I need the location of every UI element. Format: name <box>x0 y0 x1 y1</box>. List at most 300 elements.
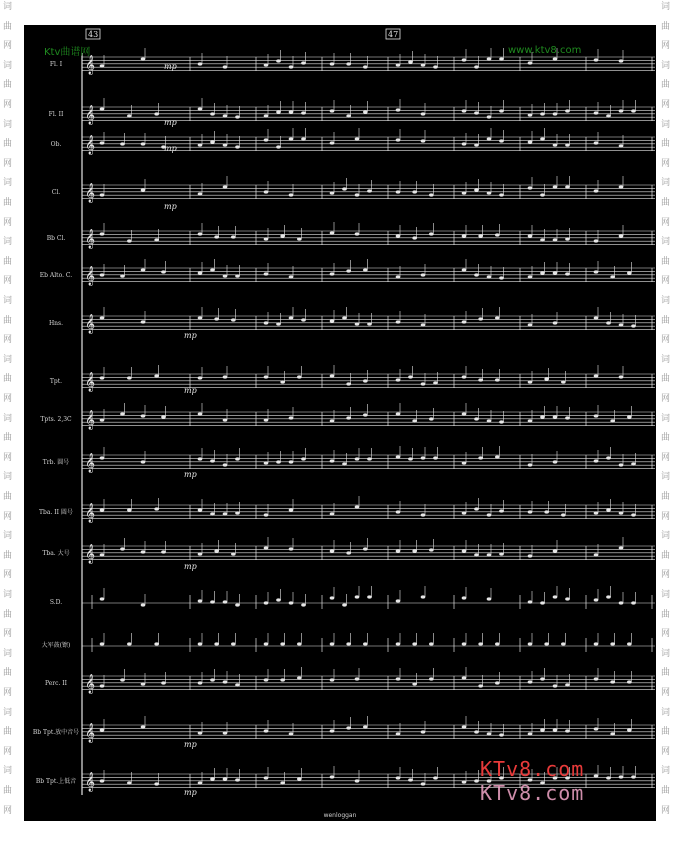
margin-glyph: 曲 <box>3 727 13 738</box>
note-head <box>367 189 372 192</box>
margin-glyph: 曲 <box>3 550 13 561</box>
note-head <box>594 189 599 192</box>
note-head <box>330 141 335 144</box>
note-head <box>264 114 269 117</box>
note-head <box>342 603 347 606</box>
note-head <box>553 321 558 324</box>
dynamic-marking: mp <box>164 202 177 211</box>
note-head <box>594 677 599 680</box>
note-head <box>606 508 611 511</box>
note-head <box>363 642 368 645</box>
note-head <box>610 419 615 422</box>
treble-clef: 𝄞 <box>85 410 96 430</box>
note-head <box>280 642 285 645</box>
note-head <box>235 115 240 118</box>
note-head <box>627 271 632 274</box>
note-head <box>363 547 368 550</box>
ktv-logo-reflection <box>480 781 584 805</box>
margin-glyph: 词 <box>661 707 671 718</box>
note-head <box>355 322 360 325</box>
note-head <box>462 191 467 194</box>
note-head <box>264 776 269 779</box>
note-head <box>231 552 236 555</box>
note-head <box>499 420 504 423</box>
note-head <box>528 234 533 237</box>
note-head <box>462 461 467 464</box>
treble-clef: 𝄞 <box>85 55 96 75</box>
note-head <box>540 728 545 731</box>
margin-glyph: 词 <box>661 119 671 130</box>
note-head <box>499 552 504 555</box>
note-head <box>330 191 335 194</box>
note-head <box>619 775 624 778</box>
margin-glyph: 词 <box>3 237 13 248</box>
note-head <box>619 323 624 326</box>
note-head <box>198 642 203 645</box>
note-head <box>198 412 203 415</box>
margin-glyph: 词 <box>3 472 13 483</box>
note-head <box>421 382 426 385</box>
note-head <box>346 114 351 117</box>
note-head <box>367 595 372 598</box>
note-head <box>346 382 351 385</box>
note-head <box>330 678 335 681</box>
note-head <box>363 725 368 728</box>
note-head <box>499 733 504 736</box>
note-head <box>363 65 368 68</box>
watermark-left: Ktv曲谱网 <box>44 47 91 58</box>
note-head <box>280 380 285 383</box>
note-head <box>421 730 426 733</box>
note-head <box>412 642 417 645</box>
note-head <box>528 323 533 326</box>
note-head <box>594 141 599 144</box>
note-head <box>330 459 335 462</box>
note-head <box>429 193 434 196</box>
margin-glyph: 词 <box>3 296 13 306</box>
margin-glyph: 网 <box>661 100 671 110</box>
margin-glyph: 词 <box>3 413 13 424</box>
note-head <box>198 681 203 684</box>
ktv-logo-text: KTv8.com <box>480 757 585 781</box>
instrument-label: Cl. <box>51 189 61 196</box>
note-head <box>330 231 335 234</box>
margin-glyph: 曲 <box>661 727 671 738</box>
note-head <box>355 779 360 782</box>
note-head <box>631 109 636 112</box>
note-head <box>412 190 417 193</box>
note-head <box>495 455 500 458</box>
note-head <box>264 237 269 240</box>
note-head <box>487 115 492 118</box>
note-head <box>264 678 269 681</box>
note-head <box>198 62 203 65</box>
margin-glyph: 网 <box>3 158 13 169</box>
margin-glyph: 词 <box>661 590 671 600</box>
note-head <box>342 187 347 190</box>
margin-glyph: 词 <box>661 531 671 542</box>
note-head <box>330 775 335 778</box>
note-head <box>214 549 219 552</box>
margin-glyph: 曲 <box>3 374 13 385</box>
margin-glyph: 网 <box>3 41 13 52</box>
note-head <box>619 511 624 514</box>
margin-glyph: 曲 <box>661 668 671 679</box>
note-head <box>631 601 636 604</box>
note-head <box>528 600 533 603</box>
margin-glyph: 词 <box>3 60 13 71</box>
note-head <box>528 419 533 422</box>
treble-clef: 𝄞 <box>85 229 96 249</box>
note-head <box>540 238 545 241</box>
margin-glyph: 曲 <box>3 139 13 150</box>
note-head <box>363 268 368 271</box>
note-head <box>408 60 413 63</box>
note-head <box>141 57 146 60</box>
margin-glyph: 网 <box>661 394 671 404</box>
note-head <box>289 193 294 196</box>
instrument-label: Fl. II <box>48 111 64 118</box>
note-head <box>487 191 492 194</box>
margin-glyph: 曲 <box>661 609 671 620</box>
note-head <box>301 111 306 114</box>
note-head <box>474 417 479 420</box>
note-head <box>462 142 467 145</box>
note-head <box>100 553 105 556</box>
note-head <box>264 63 269 66</box>
note-head <box>346 62 351 65</box>
note-head <box>495 233 500 236</box>
note-head <box>565 272 570 275</box>
note-head <box>264 601 269 604</box>
note-head <box>433 776 438 779</box>
note-head <box>330 374 335 377</box>
note-head <box>363 379 368 382</box>
note-head <box>100 273 105 276</box>
note-head <box>100 508 105 511</box>
note-head <box>631 324 636 327</box>
treble-clef: 𝄞 <box>85 772 96 792</box>
note-head <box>462 109 467 112</box>
note-head <box>553 185 558 188</box>
note-head <box>495 316 500 319</box>
note-head <box>289 732 294 735</box>
note-head <box>540 601 545 604</box>
note-head <box>610 642 615 645</box>
note-head <box>540 271 545 274</box>
note-head <box>276 145 281 148</box>
note-head <box>474 111 479 114</box>
note-head <box>487 553 492 556</box>
note-head <box>301 457 306 460</box>
note-head <box>235 511 240 514</box>
note-head <box>474 143 479 146</box>
note-head <box>264 461 269 464</box>
note-head <box>619 234 624 237</box>
margin-glyph: 词 <box>3 119 13 130</box>
note-head <box>474 65 479 68</box>
note-head <box>223 185 228 188</box>
margin-glyph: 网 <box>661 570 671 581</box>
note-head <box>610 275 615 278</box>
margin-glyph: 词 <box>3 531 13 542</box>
note-head <box>594 270 599 273</box>
dynamic-marking: mp <box>164 144 177 153</box>
margin-glyph: 曲 <box>3 786 13 796</box>
note-head <box>301 61 306 64</box>
note-head <box>474 188 479 191</box>
margin-glyph: 词 <box>3 354 13 365</box>
note-head <box>433 456 438 459</box>
note-head <box>276 460 281 463</box>
note-head <box>289 547 294 550</box>
instrument-label: Bb Cl. <box>46 235 66 242</box>
note-head <box>421 273 426 276</box>
note-head <box>127 781 132 784</box>
note-head <box>154 238 159 241</box>
note-head <box>330 549 335 552</box>
note-head <box>528 61 533 64</box>
note-head <box>412 236 417 239</box>
note-head <box>330 512 335 515</box>
note-head <box>487 732 492 735</box>
note-head <box>342 462 347 465</box>
note-head <box>565 683 570 686</box>
note-head <box>487 57 492 60</box>
note-head <box>462 676 467 679</box>
note-head <box>330 272 335 275</box>
note-head <box>565 416 570 419</box>
instrument-label: S.D. <box>49 599 63 606</box>
treble-clef: 𝄞 <box>85 674 96 694</box>
note-head <box>487 137 492 140</box>
note-head <box>495 642 500 645</box>
margin-glyph: 曲 <box>661 21 671 32</box>
note-head <box>280 781 285 784</box>
note-head <box>553 112 558 115</box>
note-head <box>421 112 426 115</box>
note-head <box>610 732 615 735</box>
margin-glyph: 词 <box>3 178 13 189</box>
note-head <box>631 513 636 516</box>
note-head <box>161 550 166 553</box>
note-head <box>462 320 467 323</box>
note-head <box>330 319 335 322</box>
margin-glyph: 网 <box>3 805 13 816</box>
note-head <box>100 597 105 600</box>
note-head <box>478 642 483 645</box>
note-head <box>198 316 203 319</box>
note-head <box>223 463 228 466</box>
note-head <box>154 507 159 510</box>
note-head <box>363 413 368 416</box>
note-head <box>235 603 240 606</box>
note-head <box>553 728 558 731</box>
rehearsal-mark: 43 <box>88 30 99 39</box>
note-head <box>421 782 426 785</box>
note-head <box>565 185 570 188</box>
note-head <box>396 320 401 323</box>
note-head <box>264 418 269 421</box>
note-head <box>355 137 360 140</box>
margin-glyph: 曲 <box>3 80 13 91</box>
note-head <box>264 138 269 141</box>
note-head <box>141 268 146 271</box>
note-head <box>553 57 558 60</box>
note-head <box>408 457 413 460</box>
note-head <box>289 110 294 113</box>
note-head <box>330 596 335 599</box>
note-head <box>540 137 545 140</box>
margin-glyph: 网 <box>3 511 13 522</box>
note-head <box>141 682 146 685</box>
note-head <box>210 112 215 115</box>
note-head <box>594 727 599 730</box>
note-head <box>198 599 203 602</box>
treble-clef: 𝄞 <box>85 544 96 564</box>
note-head <box>528 380 533 383</box>
note-head <box>462 725 467 728</box>
note-head <box>619 546 624 549</box>
note-head <box>330 419 335 422</box>
note-head <box>594 58 599 61</box>
note-head <box>565 597 570 600</box>
note-head <box>141 603 146 606</box>
note-head <box>594 642 599 645</box>
margin-glyph: 曲 <box>3 198 13 208</box>
instrument-label: Ob. <box>50 141 62 148</box>
note-head <box>478 317 483 320</box>
note-head <box>619 463 624 466</box>
note-head <box>429 642 434 645</box>
note-head <box>276 110 281 113</box>
margin-glyph: 词 <box>661 2 671 12</box>
note-head <box>198 508 203 511</box>
note-head <box>127 239 132 242</box>
note-head <box>154 782 159 785</box>
note-head <box>198 781 203 784</box>
note-head <box>478 378 483 381</box>
note-head <box>478 234 483 237</box>
note-head <box>396 234 401 237</box>
note-head <box>474 730 479 733</box>
note-head <box>396 599 401 602</box>
note-head <box>100 107 105 110</box>
note-head <box>264 642 269 645</box>
note-head <box>619 375 624 378</box>
note-head <box>528 140 533 143</box>
note-head <box>421 139 426 142</box>
note-head <box>264 546 269 549</box>
margin-glyph: 曲 <box>661 550 671 561</box>
note-head <box>553 460 558 463</box>
margin-glyph: 曲 <box>661 139 671 150</box>
note-head <box>276 598 281 601</box>
note-head <box>619 109 624 112</box>
margin-glyph: 网 <box>661 335 671 346</box>
note-head <box>396 378 401 381</box>
note-head <box>198 457 203 460</box>
margin-glyph: 网 <box>3 335 13 346</box>
note-head <box>264 321 269 324</box>
note-head <box>127 508 132 511</box>
note-head <box>565 729 570 732</box>
note-head <box>127 114 132 117</box>
note-head <box>540 677 545 680</box>
note-head <box>421 513 426 516</box>
note-head <box>330 642 335 645</box>
margin-glyph: 网 <box>661 217 671 228</box>
note-head <box>396 677 401 680</box>
note-head <box>346 726 351 729</box>
note-head <box>495 378 500 381</box>
note-head <box>210 140 215 143</box>
score-staves <box>24 25 656 821</box>
note-head <box>594 374 599 377</box>
note-head <box>289 137 294 140</box>
note-head <box>462 58 467 61</box>
note-head <box>154 374 159 377</box>
note-head <box>100 684 105 687</box>
note-head <box>367 457 372 460</box>
margin-glyph: 词 <box>661 766 671 777</box>
margin-glyph: 曲 <box>3 21 13 32</box>
dynamic-marking: mp <box>164 62 177 71</box>
margin-glyph: 网 <box>3 746 13 757</box>
margin-glyph: 网 <box>3 629 13 640</box>
note-head <box>610 680 615 683</box>
margin-glyph: 网 <box>661 276 671 287</box>
note-head <box>120 678 125 681</box>
instrument-label: Tba. 大号 <box>42 550 70 557</box>
note-head <box>396 138 401 141</box>
note-head <box>606 595 611 598</box>
left-margin-watermark <box>0 0 20 845</box>
note-head <box>462 412 467 415</box>
note-head <box>478 684 483 687</box>
note-head <box>100 141 105 144</box>
note-head <box>330 62 335 65</box>
margin-glyph: 词 <box>3 2 13 12</box>
note-head <box>223 512 228 515</box>
note-head <box>161 681 166 684</box>
note-head <box>565 143 570 146</box>
note-head <box>100 418 105 421</box>
margin-glyph: 网 <box>661 746 671 757</box>
note-head <box>355 457 360 460</box>
margin-glyph: 网 <box>661 511 671 522</box>
note-head <box>198 192 203 195</box>
note-head <box>619 185 624 188</box>
margin-glyph: 曲 <box>3 256 13 267</box>
margin-glyph: 词 <box>661 648 671 659</box>
note-head <box>127 642 132 645</box>
note-head <box>499 509 504 512</box>
treble-clef: 𝄞 <box>85 453 96 473</box>
margin-glyph: 词 <box>661 237 671 248</box>
note-head <box>553 595 558 598</box>
margin-glyph: 网 <box>3 100 13 110</box>
note-head <box>528 275 533 278</box>
margin-glyph: 曲 <box>3 668 13 679</box>
note-head <box>528 732 533 735</box>
note-head <box>210 777 215 780</box>
note-head <box>619 601 624 604</box>
note-head <box>553 684 558 687</box>
note-head <box>594 598 599 601</box>
note-head <box>141 460 146 463</box>
note-head <box>141 142 146 145</box>
